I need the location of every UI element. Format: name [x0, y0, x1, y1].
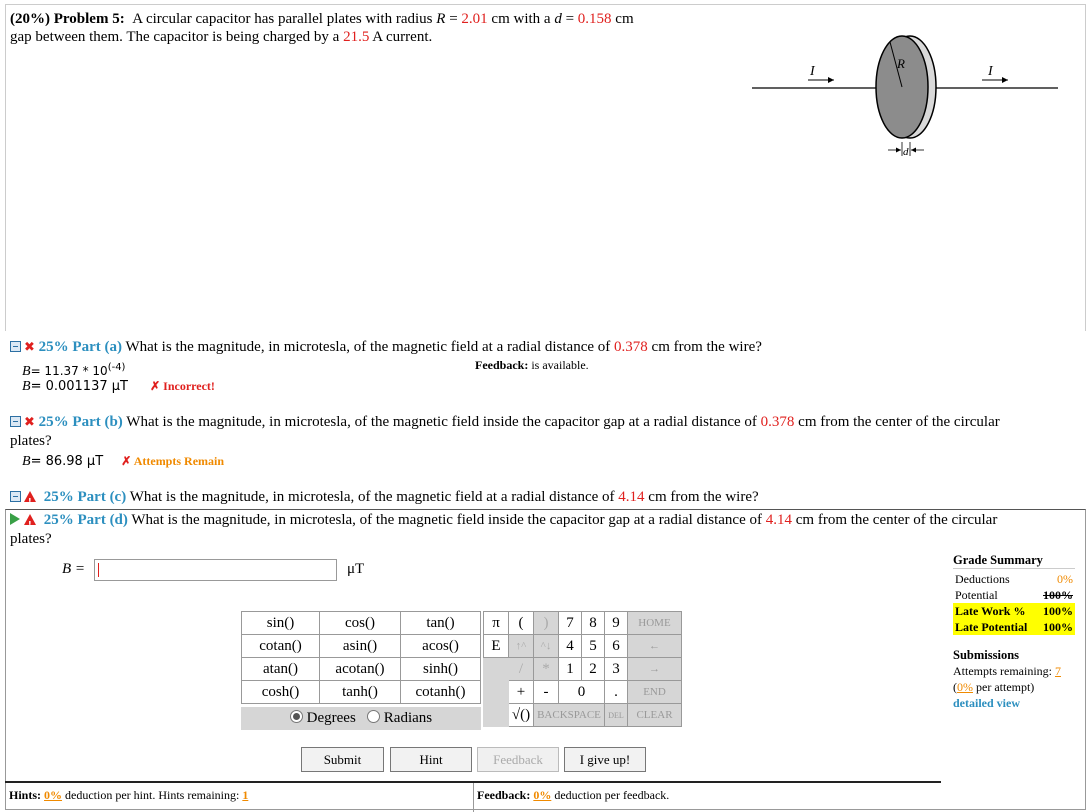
key-backspace[interactable]: BACKSPACE	[534, 704, 605, 727]
part-a-question: What is the magnitude, in microtesla, of the magnetic field at a radial distance of	[125, 339, 611, 355]
grade-summary	[953, 552, 1075, 711]
angle-mode-selector	[241, 707, 481, 730]
problem-text-1: A circular capacitor has parallel plates with radius	[132, 11, 433, 27]
attempts-label: Attempts remaining:	[953, 664, 1052, 678]
key-0[interactable]: 0	[559, 681, 605, 704]
numeric-keypad	[483, 611, 682, 727]
problem-statement: (20%) Problem 5: A circular capacitor has parallel plates with radius R = 2.01 cm with a d = 0.158 cm gap between them. The capacitor is being charged by a 21.5 A current.	[10, 11, 634, 45]
current-value: 21.5	[343, 29, 370, 45]
feedback-info	[477, 788, 669, 803]
attempts-remaining	[953, 663, 1075, 679]
detailed-view-link[interactable]: detailed view	[953, 696, 1020, 710]
part-a-answer	[22, 377, 215, 396]
key-blank	[484, 681, 509, 704]
part-a-expr-exp: (-4)	[107, 362, 126, 373]
radians-label[interactable]: Radians	[383, 710, 433, 726]
key-asin[interactable]: asin()	[320, 635, 401, 658]
part-d-title[interactable]: 25% Part (d)	[43, 512, 128, 528]
late-work-value: 100%	[1043, 604, 1073, 618]
per-attempt-text: per attempt)	[976, 680, 1035, 694]
late-potential-label: Late Potential	[955, 620, 1028, 634]
radius-variable: R	[436, 11, 446, 27]
hints-bar	[5, 781, 941, 812]
key-cotan[interactable]: cotan()	[242, 635, 320, 658]
part-b-status	[121, 454, 224, 468]
answer-input[interactable]	[94, 559, 337, 581]
current-label-right: I	[988, 64, 993, 79]
key-sinh[interactable]: sinh()	[401, 658, 481, 681]
radius-value: 2.01	[461, 11, 488, 27]
key-left-arrow[interactable]: ←	[628, 635, 682, 658]
key-5[interactable]: 5	[582, 635, 605, 658]
degrees-label[interactable]: Degrees	[306, 710, 356, 726]
key-plus[interactable]: +	[509, 681, 534, 704]
collapse-icon[interactable]	[10, 341, 21, 352]
key-home[interactable]: HOME	[628, 612, 682, 635]
per-attempt-pct: 0%	[957, 680, 973, 694]
feedback-bar-label: Feedback:	[477, 788, 531, 802]
key-cosh[interactable]: cosh()	[242, 681, 320, 704]
radius-label: R	[897, 56, 905, 71]
deductions-value: 0%	[1057, 572, 1073, 586]
grade-summary-title: Grade Summary	[953, 552, 1075, 569]
part-d-value: 4.14	[765, 512, 792, 528]
key-pi[interactable]: π	[484, 612, 509, 635]
key-end[interactable]: END	[628, 681, 682, 704]
key-atan[interactable]: atan()	[242, 658, 320, 681]
warning-icon	[24, 491, 36, 502]
key-acotan[interactable]: acotan()	[320, 658, 401, 681]
answer-unit: μT	[347, 561, 365, 577]
key-4[interactable]: 4	[559, 635, 582, 658]
hints-label: Hints:	[9, 788, 42, 802]
key-cos[interactable]: cos()	[320, 612, 401, 635]
key-blank	[484, 658, 509, 681]
key-cotanh[interactable]: cotanh()	[401, 681, 481, 704]
part-c-value: 4.14	[618, 489, 645, 505]
key-tan[interactable]: tan()	[401, 612, 481, 635]
part-b-title[interactable]: 25% Part (b)	[38, 414, 123, 430]
submissions-title: Submissions	[953, 648, 1020, 662]
key-2[interactable]: 2	[582, 658, 605, 681]
give-up-button[interactable]: I give up!	[564, 747, 646, 772]
radians-radio[interactable]	[367, 710, 380, 723]
collapse-icon[interactable]	[10, 416, 21, 427]
key-open-paren[interactable]: (	[509, 612, 534, 635]
incorrect-icon: ✖	[24, 340, 35, 355]
key-minus[interactable]: -	[534, 681, 559, 704]
key-sin[interactable]: sin()	[242, 612, 320, 635]
play-icon	[10, 513, 20, 525]
late-potential-value: 100%	[1043, 620, 1073, 634]
problem-label: Problem 5:	[53, 11, 125, 27]
potential-label: Potential	[955, 588, 998, 602]
potential-row	[953, 587, 1075, 603]
part-a-question-end: cm from the wire?	[651, 339, 762, 355]
part-a-status: ✗ Incorrect!	[150, 379, 215, 393]
deductions-row	[953, 571, 1075, 587]
key-superscript-up[interactable]: ↑^	[509, 635, 534, 658]
part-b	[10, 413, 1088, 451]
key-e[interactable]: E	[484, 635, 509, 658]
part-c-question: What is the magnitude, in microtesla, of the magnetic field at a radial distance of	[129, 489, 615, 505]
problem-text-3: A current.	[372, 29, 433, 45]
part-b-answer-var: B	[22, 454, 31, 469]
part-a-expr-var: B	[22, 364, 31, 379]
problem-percent: (20%)	[10, 11, 50, 27]
per-attempt: (0% per attempt)	[953, 680, 1035, 694]
gap-label: d	[903, 146, 909, 158]
part-c-question-end: cm from the wire?	[648, 489, 759, 505]
divider	[473, 783, 474, 812]
feedback-available[interactable]: is available.	[531, 358, 589, 372]
part-a	[10, 338, 1085, 357]
part-d-question-tail: plates?	[10, 531, 52, 547]
hints-remaining: 1	[242, 788, 249, 802]
key-clear[interactable]: CLEAR	[628, 704, 682, 727]
gap-unit: cm	[615, 11, 634, 27]
part-c-title[interactable]: 25% Part (c)	[43, 489, 127, 505]
function-keypad	[241, 611, 481, 704]
key-acos[interactable]: acos()	[401, 635, 481, 658]
current-label-left: I	[810, 64, 815, 79]
deductions-label: Deductions	[955, 572, 1010, 586]
key-7[interactable]: 7	[559, 612, 582, 635]
key-8[interactable]: 8	[582, 612, 605, 635]
key-divide[interactable]: /	[509, 658, 534, 681]
key-superscript-down[interactable]: ^↓	[534, 635, 559, 658]
feedback-pct: 0%	[533, 788, 552, 802]
hints-pct: 0%	[44, 788, 63, 802]
key-decimal[interactable]: .	[605, 681, 628, 704]
part-a-answer-value: = 0.001137 μT	[30, 379, 128, 394]
part-b-question: What is the magnitude, in microtesla, of the magnetic field inside the capacitor gap at a radial distance of	[126, 414, 757, 430]
part-b-status-text: Attempts Remain	[133, 454, 225, 468]
submit-button[interactable]: Submit	[301, 747, 384, 772]
hint-button[interactable]: Hint	[390, 747, 472, 772]
capacitor-diagram	[750, 30, 1060, 165]
key-3[interactable]: 3	[605, 658, 628, 681]
hints-info	[9, 788, 248, 803]
gap-variable: d	[554, 11, 562, 27]
late-potential-row	[953, 619, 1075, 635]
key-blank	[484, 704, 509, 727]
part-a-value: 0.378	[614, 339, 648, 355]
feedback-button[interactable]: Feedback	[477, 747, 559, 772]
incorrect-icon: ✗	[121, 454, 132, 468]
key-close-paren[interactable]: )	[534, 612, 559, 635]
radius-unit: cm with a	[491, 11, 551, 27]
key-sqrt[interactable]: √()	[509, 704, 534, 727]
key-9[interactable]: 9	[605, 612, 628, 635]
gap-value: 0.158	[577, 11, 612, 27]
key-1[interactable]: 1	[559, 658, 582, 681]
hints-text: deduction per hint. Hints remaining:	[65, 788, 240, 802]
collapse-icon[interactable]	[10, 491, 21, 502]
problem-text-2: gap between them. The capacitor is being charged by a	[10, 29, 340, 45]
warning-icon	[24, 514, 36, 525]
part-d	[10, 511, 1085, 549]
part-a-expr: = 11.37 * 10	[30, 364, 108, 378]
part-b-question-end: cm from the center of the circular	[798, 414, 1000, 430]
part-c	[10, 488, 1085, 507]
part-b-answer-value: = 86.98 μT	[30, 454, 104, 469]
answer-label: B =	[62, 561, 86, 577]
key-tanh[interactable]: tanh()	[320, 681, 401, 704]
late-work-label: Late Work %	[955, 604, 1026, 618]
part-b-answer	[22, 452, 224, 471]
degrees-radio[interactable]	[290, 710, 303, 723]
key-6[interactable]: 6	[605, 635, 628, 658]
key-right-arrow[interactable]: →	[628, 658, 682, 681]
part-b-question-tail: plates?	[10, 433, 52, 449]
part-d-question: What is the magnitude, in microtesla, of the magnetic field inside the capacitor gap at a radial distance of	[131, 512, 762, 528]
part-b-value: 0.378	[760, 414, 795, 430]
key-multiply[interactable]: *	[534, 658, 559, 681]
part-a-title[interactable]: 25% Part (a)	[38, 339, 122, 355]
key-del[interactable]: DEL	[605, 704, 628, 727]
incorrect-icon: ✖	[24, 415, 35, 430]
feedback-bar-text: deduction per feedback.	[554, 788, 670, 802]
feedback-label: Feedback:	[475, 358, 529, 372]
part-a-feedback	[475, 358, 589, 373]
potential-value: 100%	[1043, 588, 1073, 602]
text-cursor	[98, 563, 99, 577]
attempts-value: 7	[1054, 664, 1061, 678]
part-d-question-end: cm from the center of the circular	[795, 512, 998, 528]
late-work-row	[953, 603, 1075, 619]
part-a-answer-var: B	[22, 379, 31, 394]
